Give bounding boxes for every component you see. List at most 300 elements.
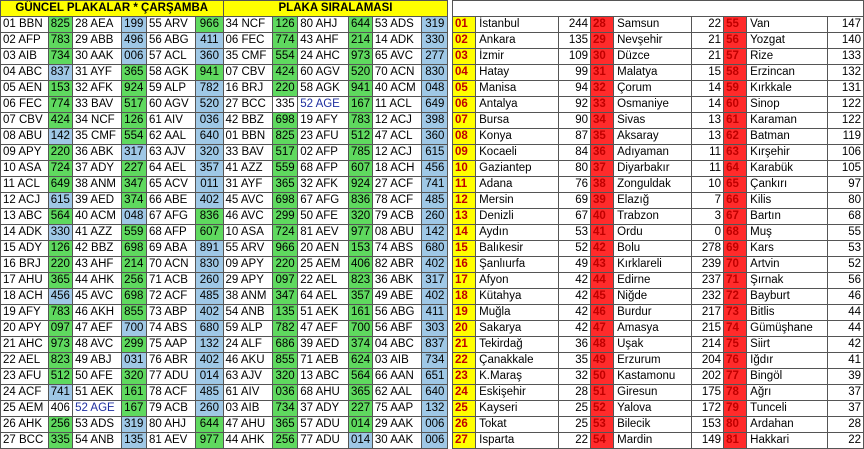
plate-prefix-cell[interactable]: 22 AEL xyxy=(1,353,49,369)
city-count-cell[interactable]: 204 xyxy=(692,353,724,369)
plate-prefix-cell[interactable]: 11 ACL xyxy=(372,97,421,113)
plate-prefix-cell[interactable]: 11 ACL xyxy=(1,177,49,193)
plate-number-cell[interactable]: 782 xyxy=(272,321,297,337)
plate-number-cell[interactable]: 485 xyxy=(196,289,223,305)
city-count-cell[interactable]: 41 xyxy=(827,353,863,369)
plate-number-cell[interactable]: 485 xyxy=(422,193,448,209)
plate-number-cell[interactable]: 014 xyxy=(349,417,373,433)
city-count-cell[interactable]: 172 xyxy=(692,401,724,417)
city-code-cell[interactable]: 62 xyxy=(724,129,747,145)
city-code-cell[interactable]: 47 xyxy=(591,321,614,337)
plate-number-cell[interactable]: 830 xyxy=(422,65,448,81)
plate-prefix-cell[interactable]: 68 AHU xyxy=(298,385,349,401)
plate-number-cell[interactable]: 941 xyxy=(349,81,373,97)
plate-number-cell[interactable]: 167 xyxy=(121,401,146,417)
plate-prefix-cell[interactable]: 68 AFP xyxy=(298,161,349,177)
city-count-cell[interactable]: 52 xyxy=(827,257,863,273)
city-count-cell[interactable]: 46 xyxy=(827,289,863,305)
city-name-cell[interactable]: Giresun xyxy=(614,385,692,401)
plate-number-cell[interactable]: 299 xyxy=(121,337,146,353)
plate-prefix-cell[interactable]: 14 ADK xyxy=(372,33,421,49)
city-name-cell[interactable]: Burdur xyxy=(614,305,692,321)
plate-number-cell[interactable]: 335 xyxy=(48,433,73,449)
plate-prefix-cell[interactable]: 50 AFE xyxy=(298,209,349,225)
plate-prefix-cell[interactable]: 41 AZZ xyxy=(73,225,122,241)
plate-prefix-cell[interactable]: 24 ACF xyxy=(1,385,49,401)
city-code-cell[interactable]: 22 xyxy=(453,353,476,369)
city-count-cell[interactable]: 25 xyxy=(559,401,591,417)
city-code-cell[interactable]: 16 xyxy=(453,257,476,273)
city-code-cell[interactable]: 60 xyxy=(724,97,747,113)
city-name-cell[interactable]: Tunceli xyxy=(747,401,827,417)
city-name-cell[interactable]: Bolu xyxy=(614,241,692,257)
plate-prefix-cell[interactable]: 08 ABU xyxy=(1,129,49,145)
city-code-cell[interactable]: 71 xyxy=(724,273,747,289)
city-code-cell[interactable]: 70 xyxy=(724,257,747,273)
plate-prefix-cell[interactable]: 23 AFU xyxy=(1,369,49,385)
plate-prefix-cell[interactable]: 63 AJV xyxy=(146,145,195,161)
plate-prefix-cell[interactable]: 43 AHF xyxy=(73,257,122,273)
plate-prefix-cell[interactable]: 39 AED xyxy=(73,193,122,209)
city-count-cell[interactable]: 232 xyxy=(692,289,724,305)
city-count-cell[interactable]: 10 xyxy=(692,177,724,193)
plate-number-cell[interactable]: 365 xyxy=(121,65,146,81)
city-name-cell[interactable]: Kars xyxy=(747,241,827,257)
plate-prefix-cell[interactable]: 42 BBZ xyxy=(223,113,272,129)
city-count-cell[interactable]: 52 xyxy=(559,241,591,257)
city-name-cell[interactable]: Hatay xyxy=(476,65,559,81)
plate-number-cell[interactable]: 825 xyxy=(48,17,73,33)
plate-prefix-cell[interactable]: 32 AFK xyxy=(73,81,122,97)
plate-prefix-cell[interactable]: 20 AEN xyxy=(298,241,349,257)
plate-number-cell[interactable]: 823 xyxy=(48,353,73,369)
plate-number-cell[interactable]: 649 xyxy=(422,97,448,113)
plate-number-cell[interactable]: 966 xyxy=(272,241,297,257)
city-code-cell[interactable]: 67 xyxy=(724,209,747,225)
plate-prefix-cell[interactable]: 26 AHK xyxy=(1,417,49,433)
city-name-cell[interactable]: Ankara xyxy=(476,33,559,49)
plate-prefix-cell[interactable]: 79 ACB xyxy=(146,401,195,417)
plate-prefix-cell[interactable]: 72 ACF xyxy=(146,289,195,305)
city-count-cell[interactable]: 84 xyxy=(559,145,591,161)
plate-number-cell[interactable]: 320 xyxy=(121,369,146,385)
plate-prefix-cell[interactable]: 47 AEF xyxy=(298,321,349,337)
city-code-cell[interactable]: 30 xyxy=(591,49,614,65)
city-name-cell[interactable]: Çankırı xyxy=(747,177,827,193)
plate-number-cell[interactable]: 036 xyxy=(196,113,223,129)
plate-prefix-cell[interactable]: 21 AHC xyxy=(1,337,49,353)
plate-prefix-cell[interactable]: 24 AHC xyxy=(298,49,349,65)
city-code-cell[interactable]: 77 xyxy=(724,369,747,385)
plate-number-cell[interactable]: 836 xyxy=(196,209,223,225)
plate-prefix-cell[interactable]: 19 AFY xyxy=(1,305,49,321)
plate-prefix-cell[interactable]: 79 ACB xyxy=(372,209,421,225)
city-code-cell[interactable]: 64 xyxy=(724,161,747,177)
plate-prefix-cell[interactable]: 63 AJV xyxy=(223,369,272,385)
plate-number-cell[interactable]: 496 xyxy=(121,33,146,49)
city-code-cell[interactable]: 05 xyxy=(453,81,476,97)
city-count-cell[interactable]: 80 xyxy=(559,161,591,177)
city-count-cell[interactable]: 7 xyxy=(692,193,724,209)
city-code-cell[interactable]: 10 xyxy=(453,161,476,177)
plate-number-cell[interactable]: 564 xyxy=(349,369,373,385)
plate-prefix-cell[interactable]: 39 AED xyxy=(298,337,349,353)
plate-prefix-cell[interactable]: 67 AFG xyxy=(146,209,195,225)
plate-number-cell[interactable]: 360 xyxy=(422,129,448,145)
city-count-cell[interactable]: 69 xyxy=(559,193,591,209)
city-count-cell[interactable]: 13 xyxy=(692,113,724,129)
plate-number-cell[interactable]: 277 xyxy=(422,49,448,65)
plate-number-cell[interactable]: 698 xyxy=(121,241,146,257)
plate-number-cell[interactable]: 374 xyxy=(349,337,373,353)
plate-number-cell[interactable]: 360 xyxy=(196,49,223,65)
city-code-cell[interactable]: 08 xyxy=(453,129,476,145)
plate-prefix-cell[interactable]: 56 ABF xyxy=(372,321,421,337)
city-name-cell[interactable]: Aydın xyxy=(476,225,559,241)
plate-prefix-cell[interactable]: 55 ARV xyxy=(146,17,195,33)
plate-number-cell[interactable]: 142 xyxy=(48,129,73,145)
city-name-cell[interactable]: Konya xyxy=(476,129,559,145)
city-name-cell[interactable]: Yalova xyxy=(614,401,692,417)
plate-prefix-cell[interactable]: 58 AGK xyxy=(298,81,349,97)
city-code-cell[interactable]: 18 xyxy=(453,289,476,305)
city-code-cell[interactable]: 50 xyxy=(591,369,614,385)
city-count-cell[interactable]: 15 xyxy=(692,65,724,81)
plate-number-cell[interactable]: 048 xyxy=(121,209,146,225)
plate-number-cell[interactable]: 615 xyxy=(48,193,73,209)
plate-prefix-cell[interactable]: 59 ALP xyxy=(146,81,195,97)
plate-prefix-cell[interactable]: 18 ACH xyxy=(1,289,49,305)
city-name-cell[interactable]: Bartın xyxy=(747,209,827,225)
city-name-cell[interactable]: Bursa xyxy=(476,113,559,129)
city-name-cell[interactable]: Kütahya xyxy=(476,289,559,305)
plate-prefix-cell[interactable]: 29 APY xyxy=(223,273,272,289)
city-name-cell[interactable]: Şanlıurfa xyxy=(476,257,559,273)
plate-number-cell[interactable]: 855 xyxy=(121,305,146,321)
city-name-cell[interactable]: Düzce xyxy=(614,49,692,65)
plate-number-cell[interactable]: 374 xyxy=(121,193,146,209)
city-count-cell[interactable]: 37 xyxy=(827,385,863,401)
plate-number-cell[interactable]: 153 xyxy=(48,81,73,97)
plate-number-cell[interactable]: 837 xyxy=(48,65,73,81)
plate-prefix-cell[interactable]: 25 AEM xyxy=(1,401,49,417)
city-count-cell[interactable]: 97 xyxy=(827,177,863,193)
city-name-cell[interactable]: Trabzon xyxy=(614,209,692,225)
city-count-cell[interactable]: 42 xyxy=(559,321,591,337)
plate-number-cell[interactable]: 260 xyxy=(196,273,223,289)
city-name-cell[interactable]: Mardin xyxy=(614,433,692,449)
city-count-cell[interactable]: 28 xyxy=(827,417,863,433)
plate-prefix-cell[interactable]: 57 ACL xyxy=(146,49,195,65)
city-code-cell[interactable]: 42 xyxy=(591,241,614,257)
plate-prefix-cell[interactable]: 27 BCC xyxy=(223,97,272,113)
plate-prefix-cell[interactable]: 76 ABR xyxy=(146,353,195,369)
plate-number-cell[interactable]: 644 xyxy=(196,417,223,433)
plate-prefix-cell[interactable]: 31 AYF xyxy=(73,65,122,81)
plate-number-cell[interactable]: 686 xyxy=(272,337,297,353)
plate-number-cell[interactable]: 402 xyxy=(422,289,448,305)
city-name-cell[interactable]: Bayburt xyxy=(747,289,827,305)
plate-prefix-cell[interactable]: 10 ASA xyxy=(223,225,272,241)
city-name-cell[interactable]: Kayseri xyxy=(476,401,559,417)
city-name-cell[interactable]: Çanakkale xyxy=(476,353,559,369)
city-name-cell[interactable]: Karabük xyxy=(747,161,827,177)
plate-number-cell[interactable]: 512 xyxy=(48,369,73,385)
plate-number-cell[interactable]: 335 xyxy=(272,97,297,113)
plate-number-cell[interactable]: 564 xyxy=(48,209,73,225)
plate-prefix-cell[interactable]: 49 ABE xyxy=(372,289,421,305)
city-count-cell[interactable]: 53 xyxy=(827,241,863,257)
city-code-cell[interactable]: 29 xyxy=(591,33,614,49)
plate-number-cell[interactable]: 783 xyxy=(48,33,73,49)
city-count-cell[interactable]: 119 xyxy=(827,129,863,145)
plate-prefix-cell[interactable]: 13 ABC xyxy=(1,209,49,225)
plate-number-cell[interactable]: 977 xyxy=(349,225,373,241)
plate-prefix-cell[interactable]: 30 AAK xyxy=(73,49,122,65)
city-count-cell[interactable]: 22 xyxy=(692,17,724,33)
city-code-cell[interactable]: 65 xyxy=(724,177,747,193)
plate-number-cell[interactable]: 406 xyxy=(349,257,373,273)
city-count-cell[interactable]: 90 xyxy=(559,113,591,129)
plate-prefix-cell[interactable]: 07 CBV xyxy=(223,65,272,81)
plate-number-cell[interactable]: 132 xyxy=(422,401,448,417)
plate-number-cell[interactable]: 161 xyxy=(349,305,373,321)
plate-number-cell[interactable]: 014 xyxy=(196,369,223,385)
city-name-cell[interactable]: Van xyxy=(747,17,827,33)
city-count-cell[interactable]: 42 xyxy=(559,305,591,321)
city-name-cell[interactable]: Bitlis xyxy=(747,305,827,321)
city-code-cell[interactable]: 54 xyxy=(591,433,614,449)
city-name-cell[interactable]: Kırşehir xyxy=(747,145,827,161)
city-name-cell[interactable]: Nevşehir xyxy=(614,33,692,49)
city-code-cell[interactable]: 35 xyxy=(591,129,614,145)
city-count-cell[interactable]: 13 xyxy=(692,129,724,145)
city-name-cell[interactable]: Kilis xyxy=(747,193,827,209)
plate-prefix-cell[interactable]: 54 ANB xyxy=(223,305,272,321)
city-count-cell[interactable]: 32 xyxy=(559,369,591,385)
city-code-cell[interactable]: 36 xyxy=(591,145,614,161)
plate-number-cell[interactable]: 698 xyxy=(272,113,297,129)
city-code-cell[interactable]: 28 xyxy=(591,17,614,33)
plate-number-cell[interactable]: 006 xyxy=(422,433,448,449)
plate-number-cell[interactable]: 135 xyxy=(121,433,146,449)
city-code-cell[interactable]: 38 xyxy=(591,177,614,193)
city-count-cell[interactable]: 0 xyxy=(692,225,724,241)
city-name-cell[interactable]: Çorum xyxy=(614,81,692,97)
city-code-cell[interactable]: 78 xyxy=(724,385,747,401)
city-count-cell[interactable]: 106 xyxy=(827,145,863,161)
plate-prefix-cell[interactable]: 81 AEV xyxy=(298,225,349,241)
plate-number-cell[interactable]: 891 xyxy=(196,241,223,257)
plate-prefix-cell[interactable]: 64 AEL xyxy=(146,161,195,177)
city-name-cell[interactable]: Tekirdağ xyxy=(476,337,559,353)
plate-prefix-cell[interactable]: 80 AHJ xyxy=(298,17,349,33)
city-name-cell[interactable]: Aksaray xyxy=(614,129,692,145)
plate-prefix-cell[interactable]: 14 ADK xyxy=(1,225,49,241)
plate-prefix-cell[interactable]: 48 AVC xyxy=(73,337,122,353)
plate-prefix-cell[interactable]: 22 AEL xyxy=(298,273,349,289)
plate-number-cell[interactable]: 161 xyxy=(121,385,146,401)
city-code-cell[interactable]: 07 xyxy=(453,113,476,129)
city-name-cell[interactable]: Kastamonu xyxy=(614,369,692,385)
city-code-cell[interactable]: 68 xyxy=(724,225,747,241)
plate-number-cell[interactable]: 365 xyxy=(48,273,73,289)
city-name-cell[interactable]: Adıyaman xyxy=(614,145,692,161)
plate-number-cell[interactable]: 698 xyxy=(121,289,146,305)
plate-prefix-cell[interactable]: 15 ADY xyxy=(1,241,49,257)
plate-prefix-cell[interactable]: 71 ACB xyxy=(146,273,195,289)
plate-number-cell[interactable]: 640 xyxy=(196,129,223,145)
plate-prefix-cell[interactable]: 52 AGE xyxy=(298,97,349,113)
plate-number-cell[interactable]: 357 xyxy=(349,289,373,305)
plate-number-cell[interactable]: 977 xyxy=(196,433,223,449)
plate-number-cell[interactable]: 624 xyxy=(349,353,373,369)
plate-prefix-cell[interactable]: 57 ADU xyxy=(298,417,349,433)
plate-number-cell[interactable]: 153 xyxy=(349,241,373,257)
city-count-cell[interactable]: 135 xyxy=(559,33,591,49)
plate-number-cell[interactable]: 320 xyxy=(196,145,223,161)
city-code-cell[interactable]: 03 xyxy=(453,49,476,65)
city-code-cell[interactable]: 59 xyxy=(724,81,747,97)
plate-prefix-cell[interactable]: 31 AYF xyxy=(223,177,272,193)
plate-prefix-cell[interactable]: 74 ABS xyxy=(146,321,195,337)
city-count-cell[interactable]: 44 xyxy=(827,305,863,321)
plate-prefix-cell[interactable]: 01 BBN xyxy=(223,129,272,145)
plate-prefix-cell[interactable]: 71 AEB xyxy=(298,353,349,369)
city-code-cell[interactable]: 02 xyxy=(453,33,476,49)
plate-prefix-cell[interactable]: 28 AEA xyxy=(73,17,122,33)
plate-prefix-cell[interactable]: 70 ACN xyxy=(146,257,195,273)
city-count-cell[interactable]: 149 xyxy=(692,433,724,449)
city-code-cell[interactable]: 19 xyxy=(453,305,476,321)
plate-prefix-cell[interactable]: 29 ABB xyxy=(73,33,122,49)
city-code-cell[interactable]: 01 xyxy=(453,17,476,33)
plate-number-cell[interactable]: 424 xyxy=(272,65,297,81)
city-code-cell[interactable]: 14 xyxy=(453,225,476,241)
city-count-cell[interactable]: 42 xyxy=(559,273,591,289)
city-count-cell[interactable]: 53 xyxy=(559,225,591,241)
plate-prefix-cell[interactable]: 51 AEK xyxy=(73,385,122,401)
plate-prefix-cell[interactable]: 03 AIB xyxy=(1,49,49,65)
city-name-cell[interactable]: Muğla xyxy=(476,305,559,321)
plate-number-cell[interactable]: 973 xyxy=(349,49,373,65)
city-name-cell[interactable]: Sinop xyxy=(747,97,827,113)
plate-prefix-cell[interactable]: 01 BBN xyxy=(1,17,49,33)
city-name-cell[interactable]: Kocaeli xyxy=(476,145,559,161)
plate-number-cell[interactable]: 330 xyxy=(48,225,73,241)
city-count-cell[interactable]: 140 xyxy=(827,33,863,49)
city-count-cell[interactable]: 132 xyxy=(827,65,863,81)
plate-number-cell[interactable]: 774 xyxy=(272,33,297,49)
plate-number-cell[interactable]: 680 xyxy=(196,321,223,337)
city-name-cell[interactable]: Tokat xyxy=(476,417,559,433)
plate-number-cell[interactable]: 132 xyxy=(196,337,223,353)
plate-prefix-cell[interactable]: 04 ABC xyxy=(372,337,421,353)
plate-prefix-cell[interactable]: 35 CMF xyxy=(223,49,272,65)
city-code-cell[interactable]: 15 xyxy=(453,241,476,257)
city-name-cell[interactable]: Adana xyxy=(476,177,559,193)
plate-prefix-cell[interactable]: 06 FEC xyxy=(223,33,272,49)
plate-number-cell[interactable]: 456 xyxy=(48,289,73,305)
plate-number-cell[interactable]: 825 xyxy=(272,129,297,145)
plate-prefix-cell[interactable]: 54 ANB xyxy=(73,433,122,449)
city-code-cell[interactable]: 34 xyxy=(591,113,614,129)
city-count-cell[interactable]: 131 xyxy=(827,81,863,97)
city-count-cell[interactable]: 3 xyxy=(692,209,724,225)
city-count-cell[interactable]: 147 xyxy=(827,17,863,33)
plate-number-cell[interactable]: 126 xyxy=(121,113,146,129)
plate-number-cell[interactable]: 220 xyxy=(48,257,73,273)
city-code-cell[interactable]: 66 xyxy=(724,193,747,209)
plate-number-cell[interactable]: 402 xyxy=(196,305,223,321)
plate-number-cell[interactable]: 485 xyxy=(196,385,223,401)
city-code-cell[interactable]: 37 xyxy=(591,161,614,177)
plate-prefix-cell[interactable]: 16 BRJ xyxy=(1,257,49,273)
plate-prefix-cell[interactable]: 44 AHK xyxy=(223,433,272,449)
plate-number-cell[interactable]: 741 xyxy=(48,385,73,401)
plate-number-cell[interactable]: 741 xyxy=(422,177,448,193)
plate-prefix-cell[interactable]: 05 AEN xyxy=(1,81,49,97)
city-code-cell[interactable]: 81 xyxy=(724,433,747,449)
plate-number-cell[interactable]: 256 xyxy=(48,417,73,433)
plate-number-cell[interactable]: 142 xyxy=(422,225,448,241)
city-code-cell[interactable]: 40 xyxy=(591,209,614,225)
city-name-cell[interactable]: K.Maraş xyxy=(476,369,559,385)
plate-prefix-cell[interactable]: 16 BRJ xyxy=(223,81,272,97)
plate-number-cell[interactable]: 220 xyxy=(272,81,297,97)
plate-prefix-cell[interactable]: 75 AAP xyxy=(146,337,195,353)
plate-prefix-cell[interactable]: 08 ABU xyxy=(372,225,421,241)
city-code-cell[interactable]: 63 xyxy=(724,145,747,161)
plate-prefix-cell[interactable]: 44 AHK xyxy=(73,273,122,289)
plate-prefix-cell[interactable]: 25 AEM xyxy=(298,257,349,273)
plate-prefix-cell[interactable]: 55 ARV xyxy=(223,241,272,257)
city-count-cell[interactable]: 11 xyxy=(692,161,724,177)
city-name-cell[interactable]: Batman xyxy=(747,129,827,145)
city-code-cell[interactable]: 58 xyxy=(724,65,747,81)
city-code-cell[interactable]: 24 xyxy=(453,385,476,401)
plate-prefix-cell[interactable]: 68 AFP xyxy=(146,225,195,241)
plate-prefix-cell[interactable]: 75 AAP xyxy=(372,401,421,417)
plate-number-cell[interactable]: 924 xyxy=(349,177,373,193)
plate-prefix-cell[interactable]: 18 ACH xyxy=(372,161,421,177)
city-code-cell[interactable]: 74 xyxy=(724,321,747,337)
plate-number-cell[interactable]: 006 xyxy=(422,417,448,433)
plate-prefix-cell[interactable]: 46 AKU xyxy=(223,353,272,369)
city-name-cell[interactable]: Niğde xyxy=(614,289,692,305)
plate-prefix-cell[interactable]: 12 ACJ xyxy=(1,193,49,209)
city-name-cell[interactable]: Mersin xyxy=(476,193,559,209)
plate-number-cell[interactable]: 357 xyxy=(196,161,223,177)
plate-prefix-cell[interactable]: 35 CMF xyxy=(73,129,122,145)
city-count-cell[interactable]: 36 xyxy=(559,337,591,353)
plate-prefix-cell[interactable]: 10 ASA xyxy=(1,161,49,177)
plate-number-cell[interactable]: 517 xyxy=(121,97,146,113)
plate-prefix-cell[interactable]: 78 ACF xyxy=(146,385,195,401)
plate-number-cell[interactable]: 320 xyxy=(272,369,297,385)
plate-number-cell[interactable]: 520 xyxy=(349,65,373,81)
plate-prefix-cell[interactable]: 80 AHJ xyxy=(146,417,195,433)
plate-prefix-cell[interactable]: 12 ACJ xyxy=(372,145,421,161)
plate-prefix-cell[interactable]: 23 AFU xyxy=(298,129,349,145)
plate-prefix-cell[interactable]: 74 ABS xyxy=(372,241,421,257)
plate-number-cell[interactable]: 941 xyxy=(196,65,223,81)
city-name-cell[interactable]: Isparta xyxy=(476,433,559,449)
city-name-cell[interactable]: Ardahan xyxy=(747,417,827,433)
plate-number-cell[interactable]: 924 xyxy=(121,81,146,97)
plate-number-cell[interactable]: 031 xyxy=(121,353,146,369)
plate-prefix-cell[interactable]: 46 AVC xyxy=(223,209,272,225)
